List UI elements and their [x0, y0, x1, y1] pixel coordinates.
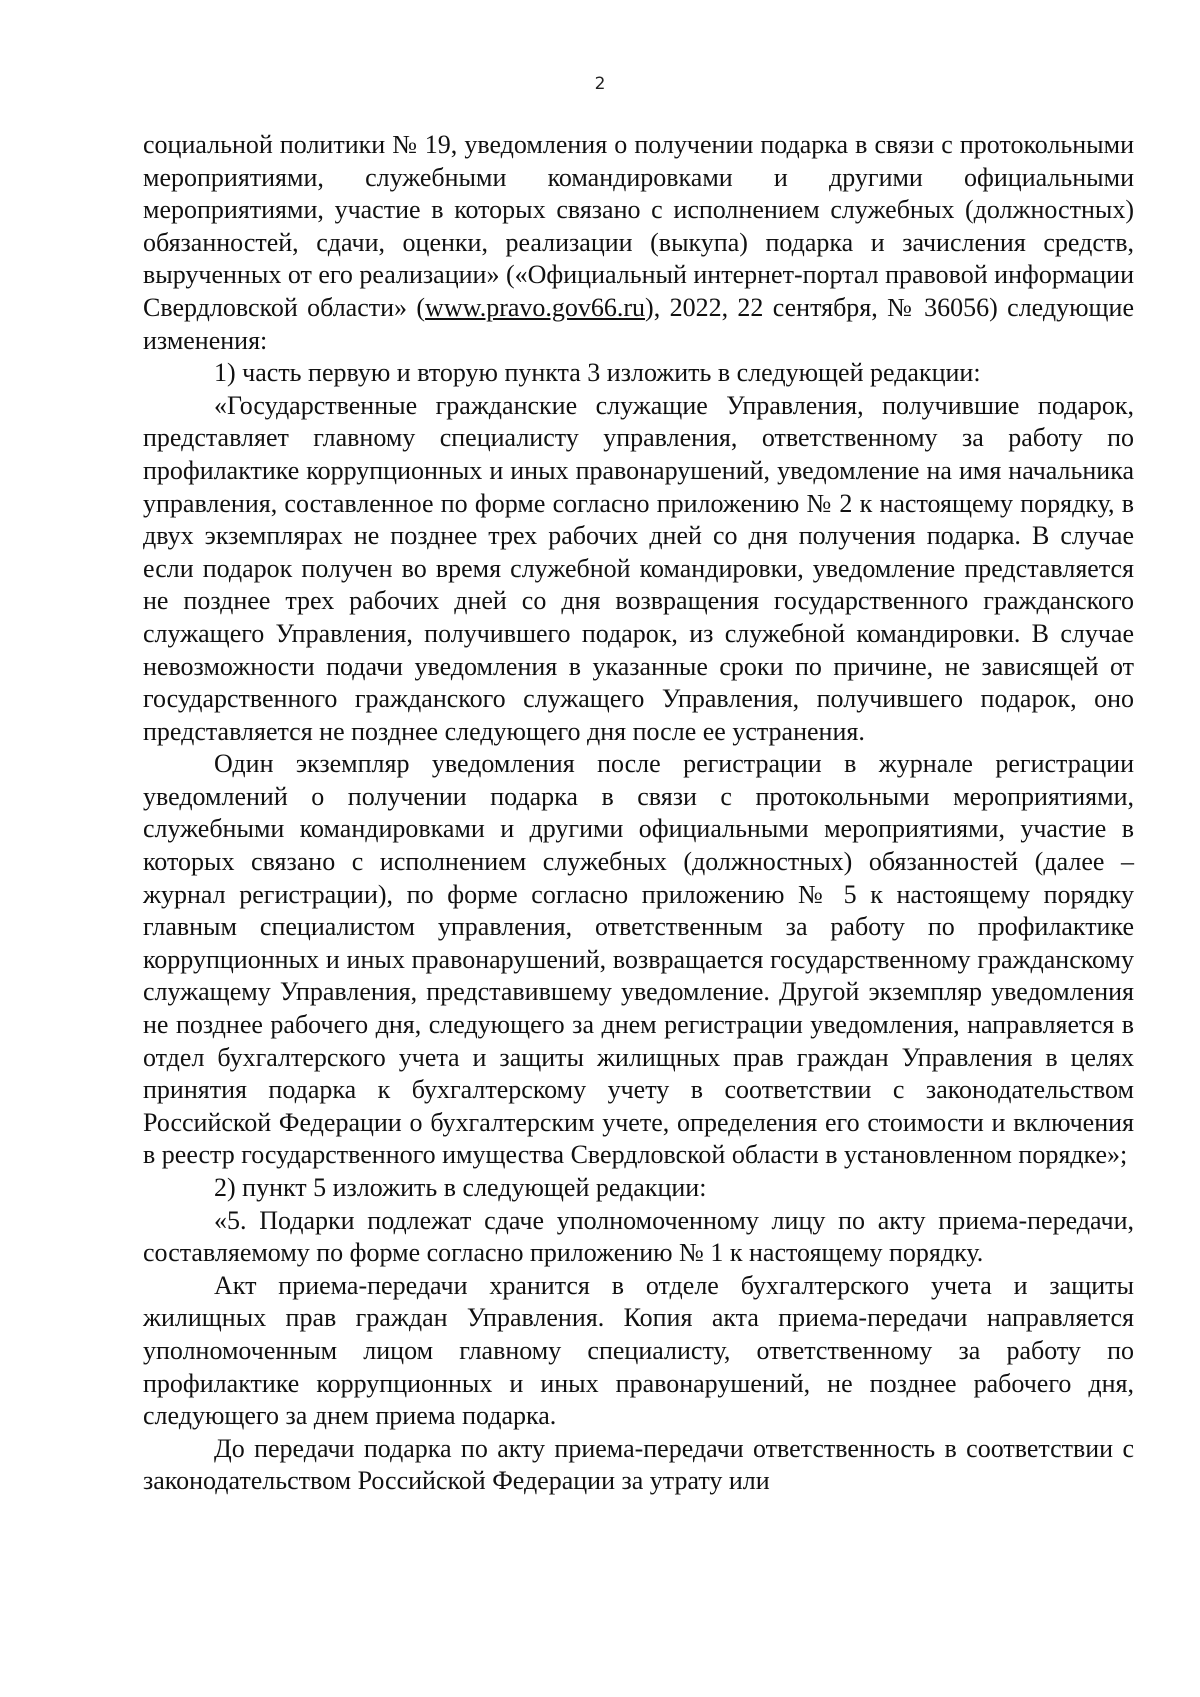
paragraph-intro-text: социальной политики № 19, уведомления о получении подарка в связи с протокольными мероприятиями, служебными командировками и другими официальными мероприятиями, участие в которых связано с исполнением служебных (должностных) обязанностей, сдачи, оценки, реализации (выкупа) подарка и зачисления средств, вырученных от его реализации» («Официальный интернет-портал правовой информации Свердловской области» (: [143, 130, 1134, 322]
paragraph-quote-clause-5: «5. Подарки подлежат сдаче уполномоченному лицу по акту приема-передачи, составляемому по форме согласно приложению № 1 к настоящему порядку.: [143, 1205, 1134, 1268]
paragraph-before-transfer: До передачи подарка по акту приема-передачи ответственность в соответствии с законодательством Российской Федерации за утрату или: [143, 1433, 1134, 1496]
paragraph-item-2: 2) пункт 5 изложить в следующей редакции:: [214, 1173, 707, 1202]
paragraph-intro-tail: ), 2022, 22 сентября, № 36056) следующие изменения:: [143, 292, 1134, 355]
paragraph-transfer-act: Акт приема-передачи хранится в отделе бухгалтерского учета и защиты жилищных прав граждан Управления. Копия акта приема-передачи направляется уполномоченным лицом главному специалисту, ответственному за работу по профилактике коррупционных и иных правонарушений, не позднее рабочего дня, следующего за днем приема подарка.: [143, 1270, 1134, 1431]
paragraph-quote-clause-3-part-2: Один экземпляр уведомления после регистрации в журнале регистрации уведомлений о получении подарка в связи с протокольными мероприятиями, служебными командировками и другими официальными мероприятиями, участие в которых связано с исполнением служебных (должностных) обязанностей (далее – журнал регистрации), по форме согласно приложению № 5 к настоящему порядку главным специалистом управления, ответственным за работу по профилактике коррупционных и иных правонарушений, возвращается государственному гражданскому служащему Управления, представившему уведомление. Другой экземпляр уведомления не позднее рабочего дня, следующего за днем регистрации уведомления, направляется в отдел бухгалтерского учета и защиты жилищных прав граждан Управления в целях принятия подарка к бухгалтерскому учету в соответствии с законодательством Российской Федерации о бухгалтерским учете, определения его стоимости и включения в реестр государственного имущества Свердловской области в установленном порядке»;: [143, 749, 1134, 1170]
document-body: [143, 129, 1134, 1498]
paragraph-item-1: 1) часть первую и вторую пункта 3 изложить в следующей редакции:: [214, 358, 981, 388]
paragraph-intro: [143, 129, 1134, 357]
paragraph-quote-clause-3-part-1: «Государственные гражданские служащие Управления, получившие подарок, представляет главному специалисту управления, ответственному за работу по профилактике коррупционных и иных правонарушений, уведомление на имя начальника управления, составленное по форме согласно приложению № 2 к настоящему порядку, в двух экземплярах не позднее трех рабочих дней со дня получения подарка. В случае если подарок получен во время служебной командировки, уведомление представляется не позднее трех рабочих дней со дня возвращения государственного гражданского служащего Управления, получившего подарок, из служебной командировки. В случае невозможности подачи уведомления в указанные сроки по причине, не зависящей от государственного гражданского служащего Управления, получившего подарок, оно представляется не позднее следующего дня после ее устранения.: [143, 390, 1134, 746]
pravo-gov66-link[interactable]: www.pravo.gov66.ru: [425, 292, 646, 322]
page-number: 2: [594, 74, 606, 94]
